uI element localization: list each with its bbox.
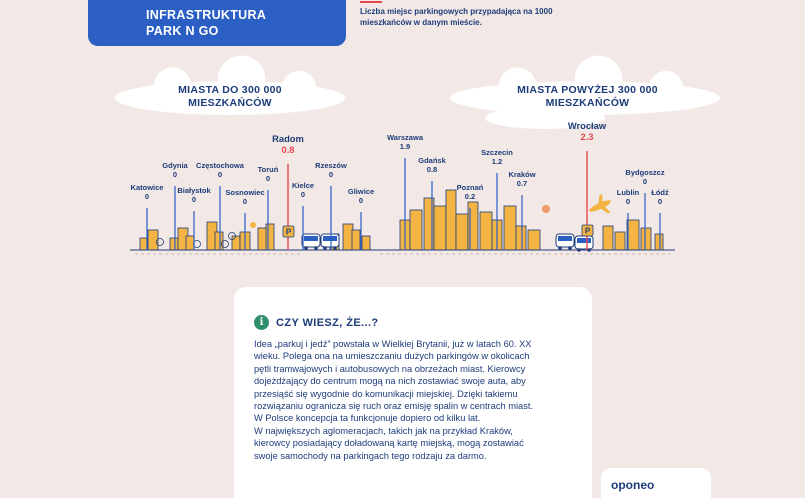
- building: [232, 236, 240, 250]
- info-line: rozwiązaniu ogranicza się ruch oraz emisję spalin w centrach miast.: [254, 401, 534, 412]
- bus-wheel: [587, 248, 591, 252]
- city-label: Szczecin: [481, 148, 513, 157]
- info-line: pętli tramwajowych i autobusowych na obrzeżach miast. Kierowcy: [254, 363, 526, 374]
- city-label: Poznań: [456, 183, 484, 192]
- city-value: 0: [265, 174, 271, 183]
- city-label: Warszawa: [387, 133, 423, 142]
- city-value: 1.9: [399, 142, 411, 151]
- group-label-large-line1: MIASTA POWYŻEJ 300 000: [517, 84, 658, 96]
- building: [627, 220, 639, 250]
- group-label-small-line1: MIASTA DO 300 000: [178, 84, 282, 96]
- group-label-small-line2: MIESZKAŃCÓW: [188, 97, 272, 109]
- city-label: Lublin: [616, 188, 640, 197]
- city-value: 1.2: [491, 157, 503, 166]
- city-value: 0: [242, 197, 248, 206]
- building: [480, 212, 492, 250]
- building: [641, 228, 651, 250]
- city-value: 0: [191, 195, 197, 204]
- building: [603, 226, 613, 250]
- building: [615, 232, 625, 250]
- parking-sign-letter: P: [584, 226, 591, 236]
- city-value: 0: [328, 170, 334, 179]
- city-label: Gdańsk: [418, 156, 446, 165]
- bus-wheel: [568, 246, 572, 250]
- legend-note: Liczba miejsc parkingowych przypadająca na 1000 mieszkańców w danym mieście.: [360, 7, 553, 27]
- building: [352, 230, 360, 250]
- city-label: Łódź: [651, 188, 669, 197]
- city-label: Rzeszów: [315, 161, 347, 170]
- bus-icon: [302, 234, 320, 250]
- sun-icon: [250, 222, 256, 228]
- city-value: 0: [144, 192, 150, 201]
- info-line: wieku. Polega ona na umieszczaniu dużych parkingów w okolicach: [254, 351, 530, 362]
- group-label-large: [500, 84, 675, 110]
- building: [148, 230, 158, 250]
- bus-window: [323, 236, 337, 241]
- parking-sign-icon: [582, 225, 593, 236]
- city-label: Bydgoszcz: [625, 168, 665, 177]
- city-label: Sosnowiec: [225, 188, 265, 197]
- building: [343, 224, 353, 250]
- parking-sign-icon: [283, 226, 294, 237]
- info-body: [254, 338, 574, 462]
- group-label-small: [150, 84, 310, 110]
- building: [170, 238, 178, 250]
- bus-icon: [321, 234, 339, 250]
- bus-wheel: [304, 246, 308, 250]
- city-label: Katowice: [130, 183, 164, 192]
- bus-icon: [575, 236, 593, 252]
- building: [362, 236, 370, 250]
- city-value: 2.3: [580, 132, 594, 142]
- page-title-line2: PARK N GO: [146, 24, 219, 38]
- info-line: swoje samochody na parkingach tego rodzaju za darmo.: [254, 450, 487, 461]
- building: [186, 236, 194, 250]
- bus-window: [577, 238, 591, 243]
- city-value: 0.8: [281, 145, 295, 155]
- city-value: 0.7: [516, 179, 528, 188]
- airplane-icon: [585, 192, 615, 220]
- bus-wheel: [323, 246, 327, 250]
- info-line: przesiąść się wygodnie do komunikacji miejskiej. Dzięki takiemu: [254, 388, 518, 399]
- city-value: 0: [625, 197, 631, 206]
- city-value: 0: [217, 170, 223, 179]
- city-label: Częstochowa: [196, 161, 244, 170]
- city-value: 0.8: [426, 165, 438, 174]
- info-heading: CZY WIESZ, ŻE...?: [276, 317, 379, 329]
- oponeo-logo: oponeo: [611, 478, 655, 492]
- city-label: Białystok: [177, 186, 211, 195]
- sun-icon: [542, 205, 550, 213]
- building: [528, 230, 540, 250]
- city-label: Gdynia: [162, 161, 188, 170]
- bus-window: [558, 236, 572, 241]
- info-line: Idea „parkuj i jedź” powstała w Wielkiej Brytanii, już w latach 60. XX: [254, 339, 532, 349]
- city-value: 0: [358, 196, 364, 205]
- city-label: Toruń: [257, 165, 279, 174]
- building: [655, 234, 663, 250]
- building: [266, 224, 274, 250]
- parking-sign-letter: P: [285, 227, 292, 237]
- city-label: Kielce: [291, 181, 315, 190]
- group-label-large-line2: MIESZKAŃCÓW: [545, 97, 630, 109]
- city-label: Gliwice: [347, 187, 375, 196]
- building: [434, 206, 446, 250]
- bus-wheel: [314, 246, 318, 250]
- building: [446, 190, 456, 250]
- city-value: 0: [657, 197, 663, 206]
- info-line: W największych aglomeracjach, takich jak na przykład Kraków,: [254, 425, 513, 436]
- info-icon: i: [254, 315, 269, 330]
- building: [504, 206, 516, 250]
- page-title-line1: INFRASTRUKTURA: [146, 8, 267, 22]
- city-value: 0: [300, 190, 306, 199]
- city-label: Wrocław: [567, 121, 607, 131]
- info-line: W Polsce koncepcja ta funkcjonuje dopiero od kilku lat.: [254, 413, 481, 424]
- info-line: kierowcy posiadający doładowaną kartę miejską, mogą zostawiać: [254, 438, 524, 449]
- bus-wheel: [558, 246, 562, 250]
- bus-wheel: [577, 248, 581, 252]
- city-value: 0: [642, 177, 648, 186]
- building: [215, 232, 223, 250]
- bus-wheel: [333, 246, 337, 250]
- city-value: 0.2: [464, 192, 476, 201]
- city-value: 0: [172, 170, 178, 179]
- info-line: dojeżdżający do centrum mogą na nich zostawiać swoje auta, aby: [254, 376, 526, 387]
- building: [516, 226, 526, 250]
- bus-window: [304, 236, 318, 241]
- bus-icon: [556, 234, 574, 250]
- city-label: Radom: [272, 134, 304, 144]
- building: [410, 210, 422, 250]
- building: [456, 214, 468, 250]
- city-label: Kraków: [508, 170, 536, 179]
